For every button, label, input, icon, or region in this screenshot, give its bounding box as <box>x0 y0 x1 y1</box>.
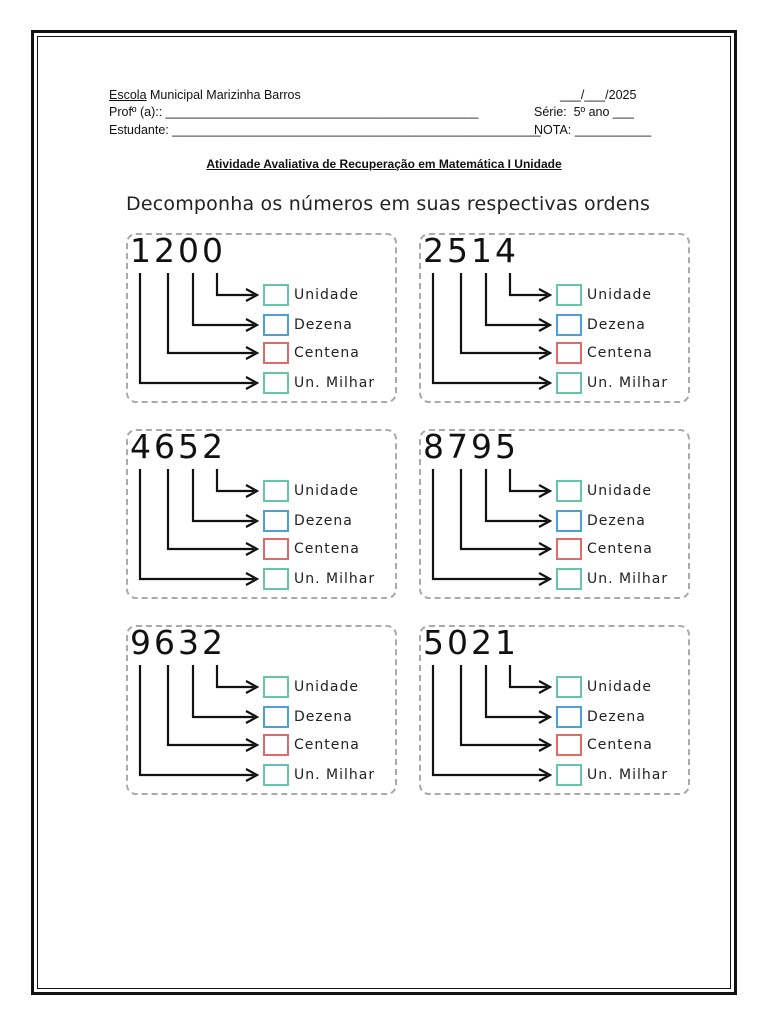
arrow-line <box>193 469 254 521</box>
school-name: Escola Municipal Marizinha Barros <box>109 88 301 102</box>
place-value-label: Dezena <box>587 317 646 333</box>
place-value-label: Un. Milhar <box>587 571 669 587</box>
place-value-label: Centena <box>294 345 360 361</box>
arrow-line <box>461 469 547 549</box>
answer-box[interactable] <box>556 706 582 728</box>
answer-box[interactable] <box>263 314 289 336</box>
place-value-label: Un. Milhar <box>294 375 376 391</box>
card-number: 1200 <box>130 231 226 270</box>
arrow-line <box>140 469 254 579</box>
place-value-label: Un. Milhar <box>587 375 669 391</box>
place-value-label: Centena <box>587 737 653 753</box>
teacher-line: Profº (a):: _____________________________________________ <box>109 105 479 119</box>
answer-box[interactable] <box>556 538 582 560</box>
card-number: 2514 <box>423 231 519 270</box>
arrow-line <box>168 469 254 549</box>
place-value-label: Dezena <box>294 317 353 333</box>
decompose-card <box>419 429 690 599</box>
arrow-line <box>140 665 254 775</box>
card-number: 8795 <box>423 427 519 466</box>
date-line: ___/___/2025 <box>560 88 637 102</box>
arrow-line <box>510 469 547 491</box>
place-value-label: Unidade <box>587 287 652 303</box>
arrow-line <box>140 273 254 383</box>
place-value-label: Unidade <box>294 483 359 499</box>
grade-line: Série: 5º ano ___ <box>534 105 634 119</box>
place-value-label: Un. Milhar <box>294 571 376 587</box>
arrow-line <box>193 273 254 325</box>
arrow-line <box>461 273 547 353</box>
place-value-label: Centena <box>294 737 360 753</box>
instruction-text: Decomponha os números em suas respectivas ordens <box>126 193 651 215</box>
answer-box[interactable] <box>556 510 582 532</box>
decompose-card <box>419 233 690 403</box>
score-line: NOTA: ___________ <box>534 123 652 137</box>
answer-box[interactable] <box>556 372 582 394</box>
answer-box[interactable] <box>263 510 289 532</box>
decompose-card <box>126 429 397 599</box>
answer-box[interactable] <box>263 676 289 698</box>
place-value-label: Unidade <box>587 483 652 499</box>
place-value-label: Centena <box>587 541 653 557</box>
place-value-label: Centena <box>587 345 653 361</box>
answer-box[interactable] <box>556 480 582 502</box>
place-value-label: Dezena <box>587 709 646 725</box>
answer-box[interactable] <box>556 284 582 306</box>
student-line: Estudante: _____________________________________________________ <box>109 123 541 137</box>
answer-box[interactable] <box>556 568 582 590</box>
arrow-line <box>510 273 547 295</box>
arrow-line <box>433 273 547 383</box>
answer-box[interactable] <box>556 764 582 786</box>
arrow-line <box>486 665 547 717</box>
place-value-label: Un. Milhar <box>294 767 376 783</box>
answer-box[interactable] <box>263 734 289 756</box>
answer-box[interactable] <box>263 372 289 394</box>
place-value-label: Unidade <box>294 287 359 303</box>
decompose-card <box>419 625 690 795</box>
answer-box[interactable] <box>263 764 289 786</box>
arrow-line <box>193 665 254 717</box>
decompose-card <box>126 625 397 795</box>
answer-box[interactable] <box>263 568 289 590</box>
decompose-card <box>126 233 397 403</box>
arrow-line <box>433 665 547 775</box>
answer-box[interactable] <box>556 676 582 698</box>
arrow-line <box>461 665 547 745</box>
answer-box[interactable] <box>556 342 582 364</box>
page-title: Atividade Avaliativa de Recuperação em Matemática I Unidade <box>206 157 562 171</box>
arrow-line <box>168 273 254 353</box>
answer-box[interactable] <box>263 342 289 364</box>
arrow-line <box>217 273 254 295</box>
arrow-line <box>510 665 547 687</box>
card-number: 5021 <box>423 623 519 662</box>
answer-box[interactable] <box>263 538 289 560</box>
place-value-label: Dezena <box>294 513 353 529</box>
answer-box[interactable] <box>556 734 582 756</box>
answer-box[interactable] <box>263 480 289 502</box>
place-value-label: Un. Milhar <box>587 767 669 783</box>
place-value-label: Dezena <box>294 709 353 725</box>
place-value-label: Dezena <box>587 513 646 529</box>
answer-box[interactable] <box>263 706 289 728</box>
place-value-label: Unidade <box>294 679 359 695</box>
arrow-line <box>217 469 254 491</box>
place-value-label: Unidade <box>587 679 652 695</box>
answer-box[interactable] <box>263 284 289 306</box>
card-number: 9632 <box>130 623 226 662</box>
place-value-label: Centena <box>294 541 360 557</box>
arrow-line <box>486 273 547 325</box>
answer-box[interactable] <box>556 314 582 336</box>
arrow-line <box>217 665 254 687</box>
arrow-line <box>486 469 547 521</box>
card-number: 4652 <box>130 427 226 466</box>
arrow-line <box>168 665 254 745</box>
arrow-line <box>433 469 547 579</box>
